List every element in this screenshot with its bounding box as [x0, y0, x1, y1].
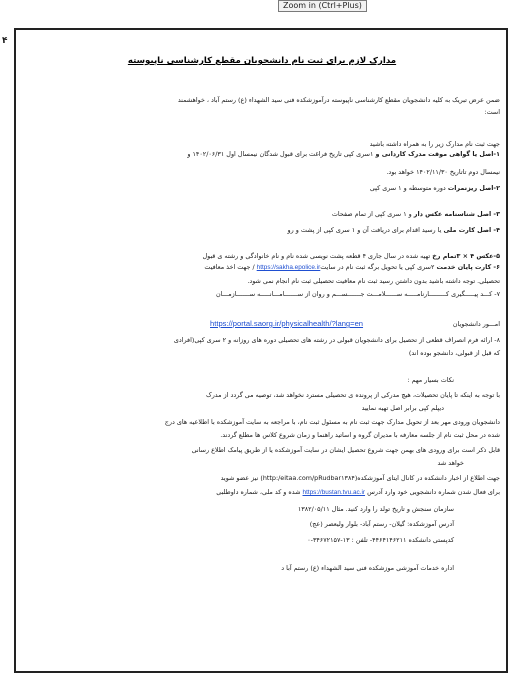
document-title: مدارک لازم برای ثبت نام دانشجویان مقطع کارشناسی ناپیوسته	[127, 56, 397, 66]
intro-line-2: است:	[484, 108, 500, 116]
requirements-lead: جهت ثبت نام مدارک زیر را به همراه داشته باشید	[369, 140, 500, 148]
item-6-label: ۶- کارت پایان خدمت	[436, 263, 500, 271]
note-3-continued: خواهد شد	[437, 459, 464, 467]
note-3: قابل ذکر است برای ورودی های بهمن جهت شروع تحصیل ایشان در سایت آموزشکده یا از طریق پیامک اطلاع رسانی	[191, 446, 500, 454]
item-7-continued: امـــور دانشجویان	[452, 320, 500, 328]
item-1-label: ۱-اصل یا گواهی موقت مدرک کاردانی و	[375, 150, 500, 158]
note-1: با توجه به اینکه تا پایان تحصیلات، هیچ مدرکی از پرونده ی تحصیلی مسترد نخواهد شد، توصیه می گردد از مدرک	[205, 391, 500, 399]
item-6	[204, 263, 500, 272]
item-5-label: ۵-عکس ۴ × ۳تمام رخ	[432, 252, 500, 260]
item-4-label: ۴- اصل کارت ملی	[443, 226, 500, 234]
item-1-text: ۱سری کپی تاریخ فراغت برای قبول شدگان نیمسال اول ۱۴۰۲/۰۶/۳۱ و	[187, 150, 376, 158]
physical-health-url[interactable]	[210, 319, 363, 328]
zoom-in-tooltip: Zoom in (Ctrl+Plus)	[278, 0, 367, 12]
item-7: ۷- کـــد پیـــــگیری کـــــــــارنامـــــه ســــــلامـــت جـــــــســـم و روان از ســـــــامـــانـــــه ســـــــازمـــان	[215, 290, 500, 298]
item-6-continued: تحصیلی. توجه داشته باشید بدون داشتن رسید ثبت نام معافیت تحصیلی ثبت نام انجام نمی شود.	[247, 277, 500, 285]
notes-heading: نکات بسیار مهم :	[407, 376, 454, 384]
bustan-link[interactable]: https://bustan.tvu.ac.ir	[302, 489, 366, 496]
item-5	[202, 252, 500, 261]
physical-health-link[interactable]: https://portal.saorg.ir/physicalhealth/?lang=en	[210, 319, 364, 328]
note-5	[216, 488, 500, 497]
note-6: سازمان سنجش و تاریخ تولد را وارد کنید. مثال ۱۳۸۲/۰۵/۱۱	[297, 505, 454, 513]
item-1	[187, 150, 500, 159]
item-8-continued: که قبل از قبولی، دانشجو بوده اند)	[408, 349, 500, 357]
item-4	[288, 226, 501, 235]
address: آدرس آموزشکده: گیلان- رستم آباد- بلوار ولیعصر (عج)	[309, 520, 454, 528]
note-2: دانشجویان ورودی مهر بعد از تحویل مدارک جهت ثبت نام به مسئول ثبت نام، با مراجعه به سایت آموزشکده با اطلاعیه های درج	[164, 418, 500, 426]
item-5-text: تهیه شده در سال جاری ۴ قطعه پشت نویسی شده نام و نام خانوادگی و رشته ی قبول	[202, 252, 433, 260]
item-3	[332, 210, 500, 219]
item-3-text: و ۱ سری کپی از تمام صفحات	[331, 210, 414, 218]
item-6-tail: / جهت اخذ معافیت	[204, 263, 257, 271]
note-4: جهت اطلاع از اخبار دانشکده در کانال ایتای آموزشکده(http:/eitaa.com/pRudbar۱۳۸۴) نیز عضو شوید	[220, 474, 500, 482]
item-6-text: ۲سری کپی یا تحویل برگه ثبت نام در سایت	[320, 263, 437, 271]
note-5-text: برای فعال شدن شماره دانشجویی خود وارد آدرس	[367, 488, 500, 496]
postal-code-phone: کدپستی دانشکده ۴۴۶۴۱۴۶۲۱۱- تلفن : ۱۳-۳۴۶۷۲۱۵۷-۰	[307, 536, 454, 544]
note-1-continued: دیپلم کپی برابر اصل تهیه نمایید	[361, 404, 444, 412]
item-1-continued: نیمسال دوم تاتاریخ ۱۴۰۲/۱۱/۳۰ خواهد بود.	[386, 168, 500, 176]
item-2-label: ۲-اصل ریزنمرات	[447, 184, 500, 192]
item-3-label: ۳- اصل شناسنامه عکس دار	[413, 210, 500, 218]
intro-line-1: ضمن عرض تبریک به کلیه دانشجویان مقطع کارشناسی ناپیوسته درآموزشکده فنی سید الشهداء (ع) رستم آباد ، خواهشمند	[177, 96, 500, 104]
note-2-continued: شده در محل ثبت نام از جلسه معارفه با مدیران گروه و اساتید راهنما و زمان شروع کلاس ها مطلع گردند.	[220, 431, 500, 439]
page-number: ۴	[2, 36, 8, 46]
item-2	[370, 184, 500, 193]
item-8: ۸- ارائه فرم انصراف قطعی از تحصیل برای دانشجویان قبولی در رشته های تحصیلی دوره های روزانه و ۲ سری کپی(افرادی	[173, 336, 500, 344]
item-2-text: دوره متوسطه و ۱ سری کپی	[369, 184, 448, 192]
item-4-text: یا رسید اقدام برای دریافت آن و ۱ سری کپی از پشت و رو	[287, 226, 444, 234]
sakha-link[interactable]: https://sakha.epolice.ir	[256, 264, 321, 271]
signature: اداره خدمات آموزشی موزشکده فنی سید الشهداء (ع) رستم آبا د	[281, 564, 454, 572]
note-5-tail: شده و کد ملی، شماره داوطلبی	[216, 488, 303, 496]
